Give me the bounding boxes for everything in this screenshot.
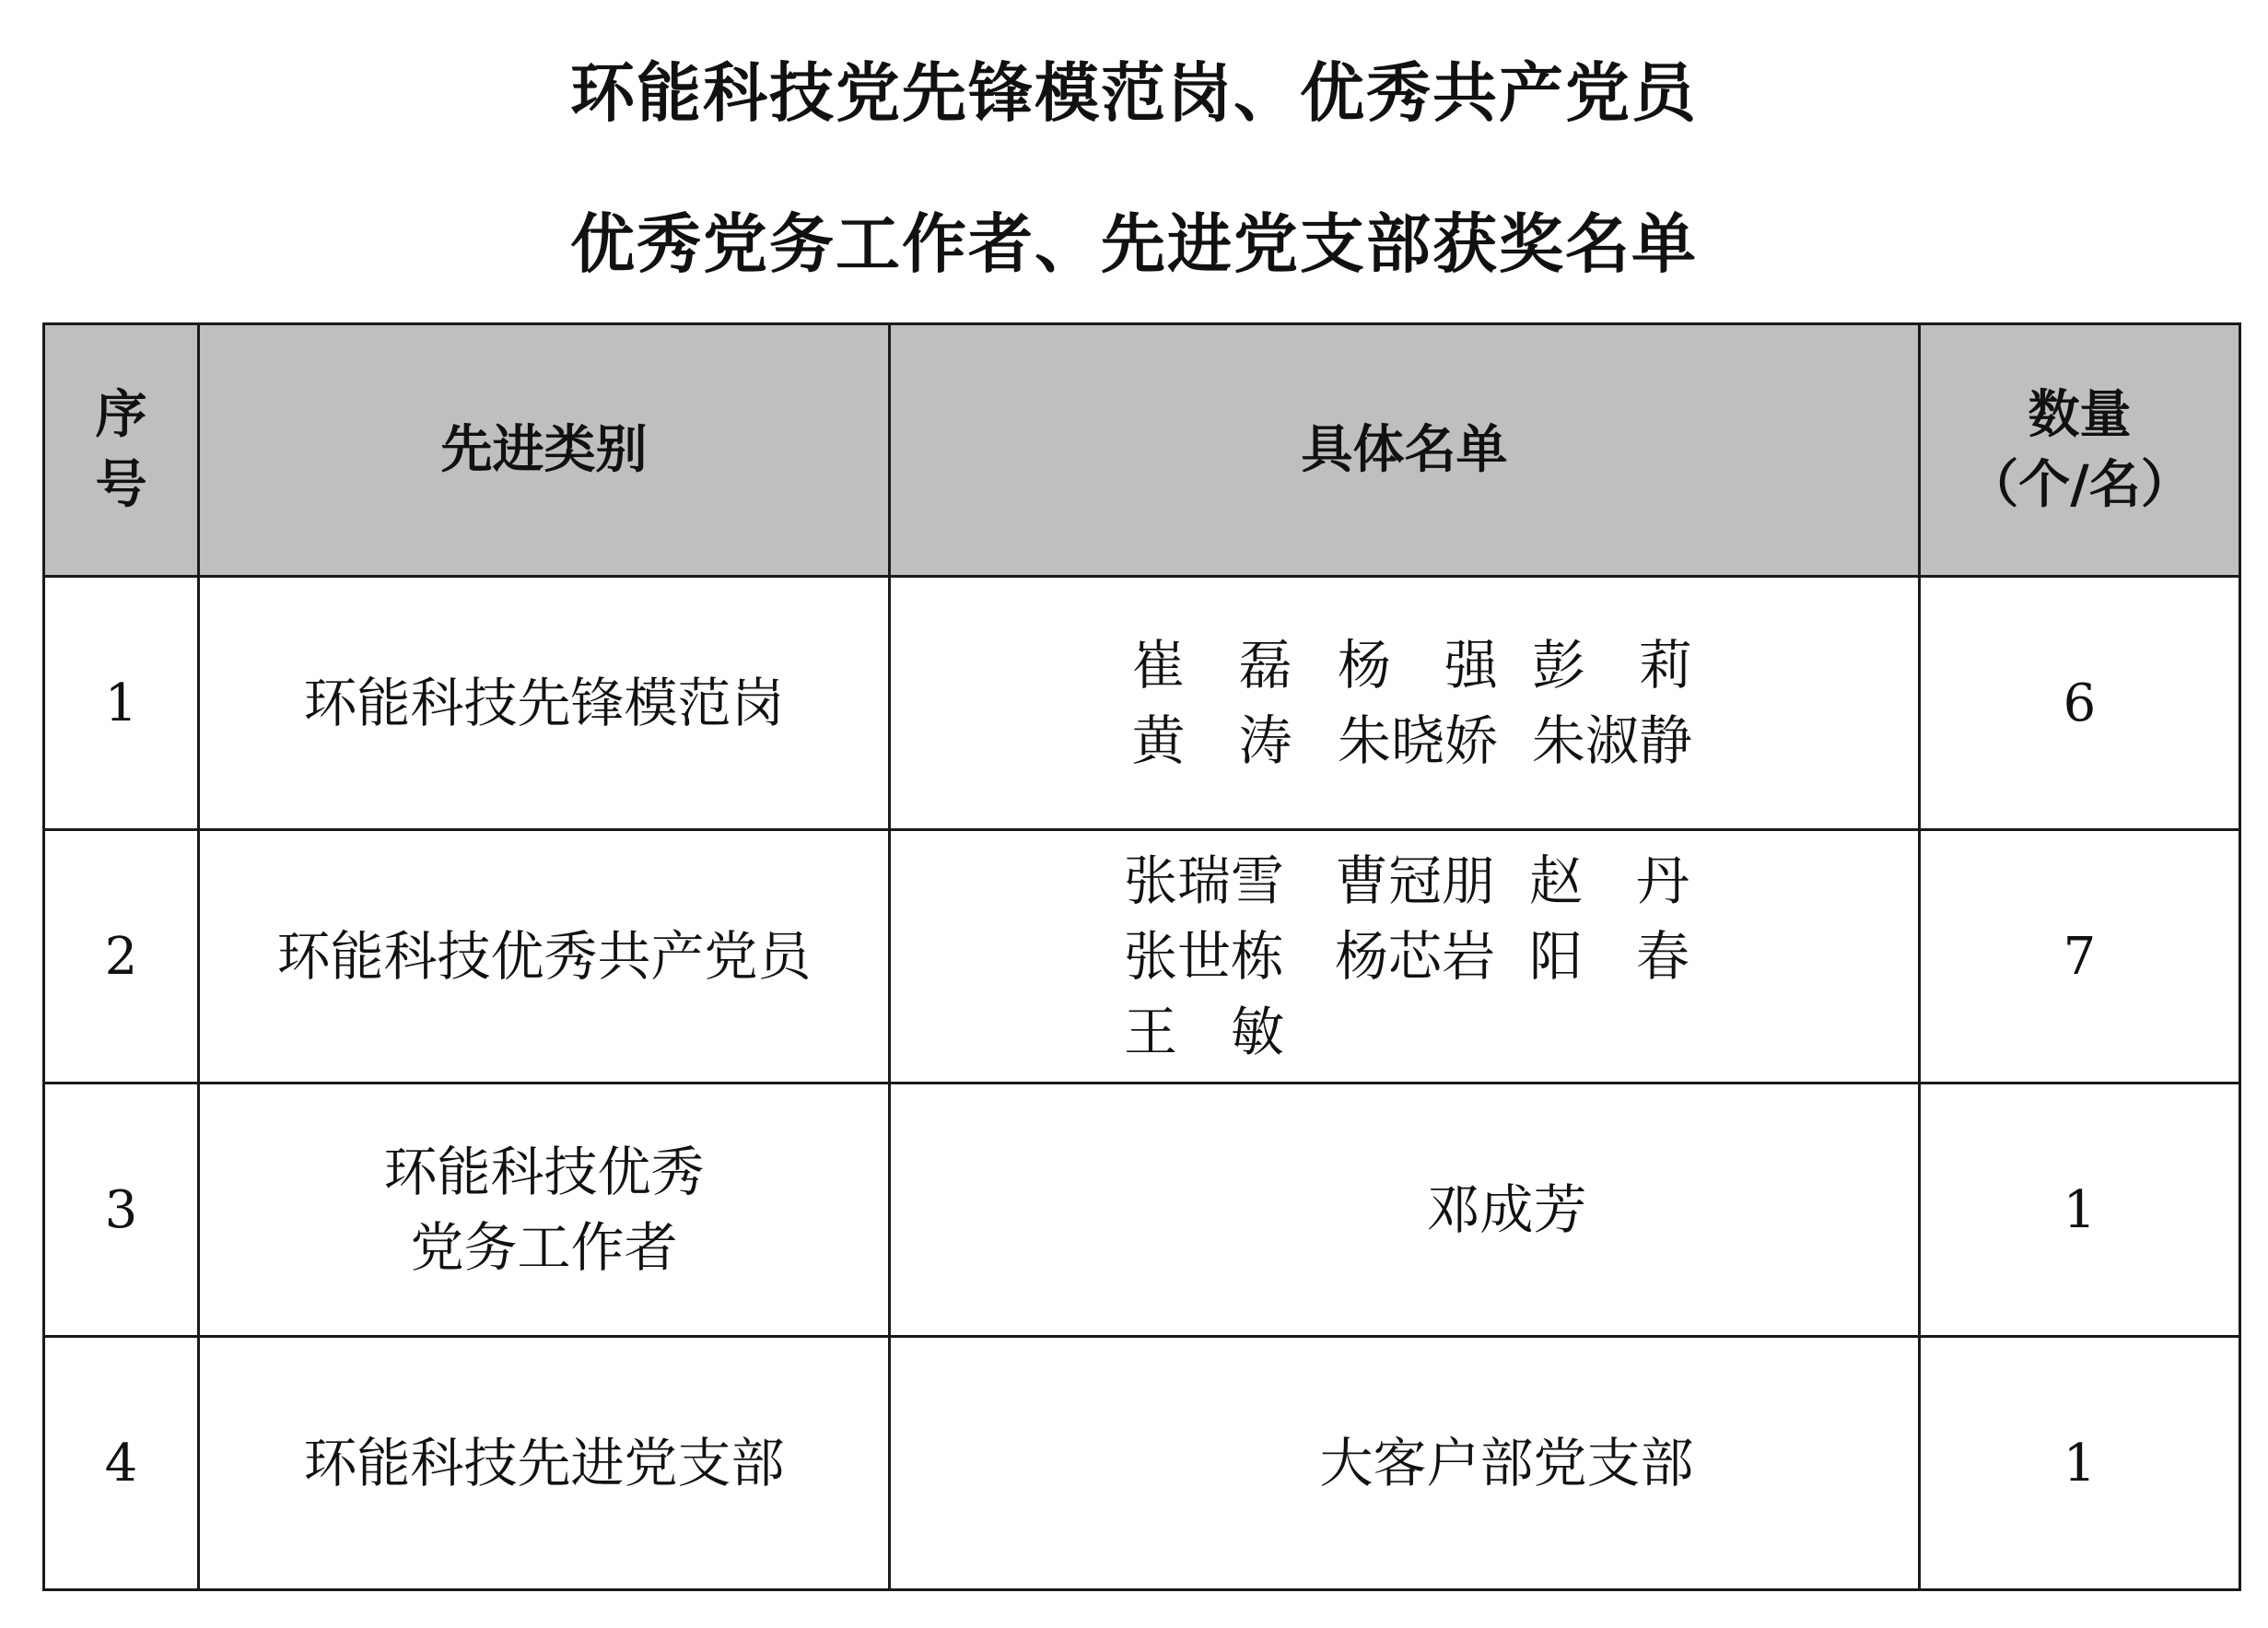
table-header-row xyxy=(44,324,2240,577)
header-category: 先进类别 xyxy=(199,324,890,577)
header-index-line-2: 号 xyxy=(95,454,147,515)
name-entry: 朱晓娇 xyxy=(1337,709,1498,772)
row-category xyxy=(199,1083,890,1337)
row-category-line-2: 党务工作者 xyxy=(410,1216,678,1279)
name-entry: 张世栋 xyxy=(1123,925,1284,988)
row-category: 环能科技优秀共产党员 xyxy=(199,830,890,1083)
name-entry: 张瑞雪 xyxy=(1123,849,1284,912)
name-entry: 阳 春 xyxy=(1528,925,1689,988)
header-index-line-1: 序 xyxy=(95,384,147,445)
name-entry: 大客户部党支部 xyxy=(1319,1432,1694,1494)
row-names xyxy=(890,1083,1920,1337)
header-quantity xyxy=(1920,324,2240,577)
row-quantity: 1 xyxy=(1920,1337,2240,1590)
row-index: 2 xyxy=(44,830,199,1083)
document-title-line-1: 环能科技党先锋模范岗、优秀共产党员 xyxy=(570,54,1698,131)
row-category-line-1: 环能科技优秀 xyxy=(383,1141,705,1203)
name-entry: 朱淑静 xyxy=(1531,709,1692,772)
awards-table xyxy=(42,322,2241,1591)
header-names: 具体名单 xyxy=(890,324,1920,577)
row-index: 1 xyxy=(44,577,199,830)
row-names xyxy=(890,830,1920,1083)
table-row xyxy=(44,577,2240,830)
row-quantity: 1 xyxy=(1920,1083,2240,1337)
row-category: 环能科技先进党支部 xyxy=(199,1337,890,1590)
name-entry: 崔 磊 xyxy=(1131,634,1292,697)
name-entry: 黄 涛 xyxy=(1131,709,1292,772)
row-quantity: 7 xyxy=(1920,830,2240,1083)
name-entry: 曹冠朋 xyxy=(1334,849,1495,912)
name-entry: 赵 丹 xyxy=(1528,849,1689,912)
name-entry: 彭 莉 xyxy=(1531,634,1692,697)
name-entry: 杨芯岩 xyxy=(1334,925,1495,988)
row-category: 环能科技先锋模范岗 xyxy=(199,577,890,830)
row-quantity: 6 xyxy=(1920,577,2240,830)
row-index: 3 xyxy=(44,1083,199,1337)
header-index xyxy=(44,324,199,577)
name-entry: 杨 强 xyxy=(1337,634,1498,697)
document-title-line-2: 优秀党务工作者、先进党支部获奖名单 xyxy=(570,205,1698,282)
table-row xyxy=(44,830,2240,1083)
name-entry: 王 敏 xyxy=(1123,1001,1284,1063)
row-names xyxy=(890,577,1920,830)
row-index: 4 xyxy=(44,1337,199,1590)
table-row xyxy=(44,1083,2240,1337)
header-quantity-line-2: （个/名） xyxy=(1967,454,2192,515)
header-quantity-line-1: 数量 xyxy=(2028,384,2132,445)
table-row xyxy=(44,1337,2240,1590)
row-names xyxy=(890,1337,1920,1590)
name-entry: 邓成芳 xyxy=(1426,1178,1587,1241)
